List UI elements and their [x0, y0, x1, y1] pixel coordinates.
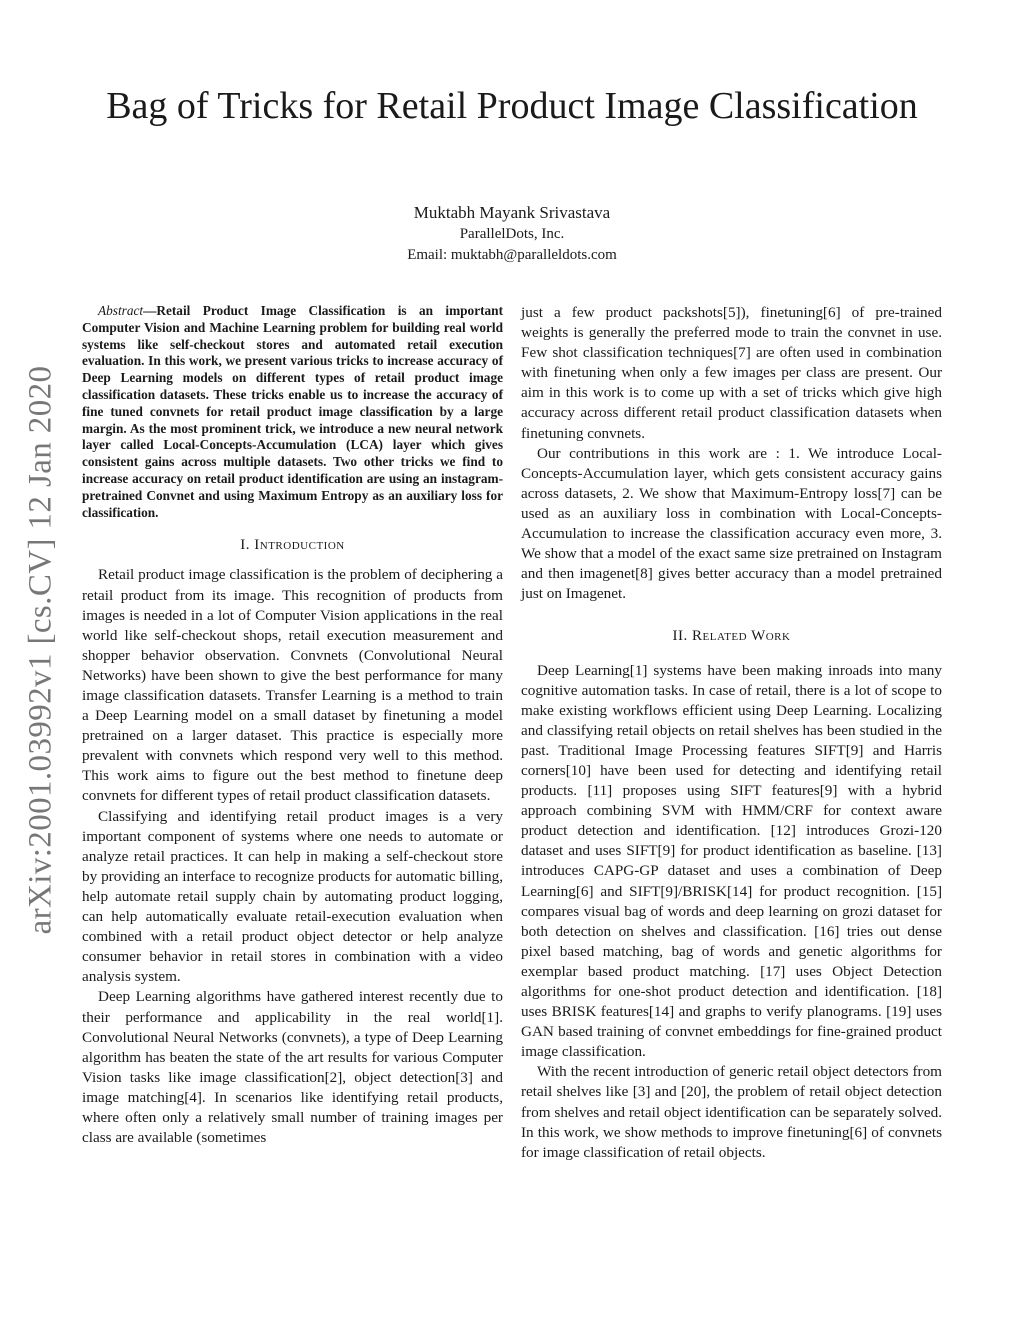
- right-column: [521, 303, 942, 1163]
- arxiv-id: arXiv:2001.03992v1 [cs.CV] 12 Jan 2020: [22, 365, 59, 935]
- intro-paragraph-3-continued: just a few product packshots[5]), finetuning[6] of pre-trained weights is generally the preferred mode to train the convnet in use. Few shot classification techniques[7] are often used in combination with finetuning when only a few images per class are present. Our aim in this work is to come up with a set of tricks which give high accuracy across different retail product classification datasets when finetuning convnets.: [521, 304, 942, 442]
- author-block: [100, 202, 924, 266]
- author-email: Email: muktabh@paralleldots.com: [407, 247, 617, 263]
- abstract: [82, 303, 503, 521]
- intro-paragraph-2: Classifying and identifying retail product images is a very important component of systems where one needs to automate or analyze retail practices. It can help in making a self-checkout store by providing an interface to recognize products for automatic billing, help automate retail supply chain by automating product logging, can help automatically evaluate retail-execution evaluation when combined with a retail product object detector or help analyze consumer behavior in retail stores in combination with a video analysis system.: [82, 807, 503, 986]
- section-heading-related-work: II. Related Work: [672, 628, 791, 645]
- author-name: Muktabh Mayank Srivastava: [413, 203, 611, 222]
- left-column: [82, 303, 503, 1148]
- author-affiliation: ParallelDots, Inc.: [459, 226, 565, 242]
- paper-title: Bag of Tricks for Retail Product Image Classification: [106, 85, 918, 127]
- section-heading-introduction: I. Introduction: [240, 537, 345, 554]
- related-paragraph-1: Deep Learning[1] systems have been making inroads into many cognitive automation tasks. In case of retail, there is a lot of scope to make existing workflows efficient using Deep Learning. Localizing and classifying retail objects on retail shelves has been studied in the past. Traditional Image Processing features SIFT[9] and Harris corners[10] have been used for detecting and identifying retail products. [11] proposes using SIFT features[9] with a hybrid approach combining SVM with HMM/CRF for context aware product detection and identification. [12] introduces Grozi-120 dataset and uses SIFT[9] for product identification as baseline. [13] introduces CAPG-GP dataset and uses a combination of Deep Learning[6] and SIFT[9]/BRISK[14] for product recognition. [15] compares visual bag of words and deep learning on grozi dataset for both detection on shelves and classification. [16] tries out dense pixel based matching, bag of words and genetic algorithms for exemplar based product matching. [17] uses Object Detection algorithms for one-shot product detection and identification. [18] uses BRISK features[14] and graphs to verify planograms. [19] uses GAN based training of convnet embeddings for fine-grained product image classification.: [521, 661, 942, 1061]
- abstract-text: —Retail Product Image Classification is an important Computer Vision and Machine Learning problem for building real world systems like self-checkout stores and automated retail execution evaluation. In this work, we present various tricks to increase accuracy of Deep Learning models on different types of retail product image classification datasets. These tricks enable us to increase the accuracy of fine tuned convnets for retail product image classification by a large margin. As the most prominent trick, we introduce a new neural network layer called Local-Concepts-Accumulation (LCA) layer which gives consistent gains across multiple datasets. Two other tricks we find to increase accuracy on retail product identification are using an instagram-pretrained Convnet and using Maximum Entropy as an auxiliary loss for classification.: [82, 303, 503, 520]
- related-paragraph-2: With the recent introduction of generic retail object detectors from retail shelves like [3] and [20], the problem of retail object detection from shelves and retail object identification can be separately solved. In this work, we show methods to improve finetuning[6] of convnets for image classification of retail objects.: [521, 1063, 942, 1161]
- intro-paragraph-1: Retail product image classification is the problem of deciphering a retail product from its image. This recognition of products from images is needed in a lot of Computer Vision applications in the real world like self-checkout shops, retail execution measurement and shopper behavior observation. Convnets (Convolutional Neural Networks) have been shown to give the best performance for many image classification datasets. Transfer Learning is a method to train a Deep Learning model on a small dataset by finetuning a model pretrained on a larger dataset. This practice is especially more prevalent with convnets which respond very well to this method. This work aims to figure out the best method to finetune deep convnets for different types of retail product classification datasets.: [82, 566, 503, 805]
- intro-paragraph-4: Our contributions in this work are : 1. We introduce Local-Concepts-Accumulation layer, which gets consistent accuracy gains across datasets, 2. We show that Maximum-Entropy loss[7] can be used as an auxiliary loss in combination with Local-Concepts-Accumulation to increase the classification accuracy even more, 3. We show that a model of the exact same size pretrained on Instagram and then imagenet[8] gives better accuracy than a model pretrained just on Imagenet.: [521, 444, 942, 603]
- abstract-label: Abstract: [98, 303, 144, 318]
- arxiv-stamp: [18, 355, 64, 945]
- intro-paragraph-3: Deep Learning algorithms have gathered interest recently due to their performance and applicability in the real world[1]. Convolutional Neural Networks (convnets), a type of Deep Learning algorithm has beaten the state of the art results for various Computer Vision tasks like image classification[2], object detection[3] and image matching[4]. In scenarios like identifying retail products, where often only a relatively small number of training images per class are available (sometimes: [82, 988, 503, 1147]
